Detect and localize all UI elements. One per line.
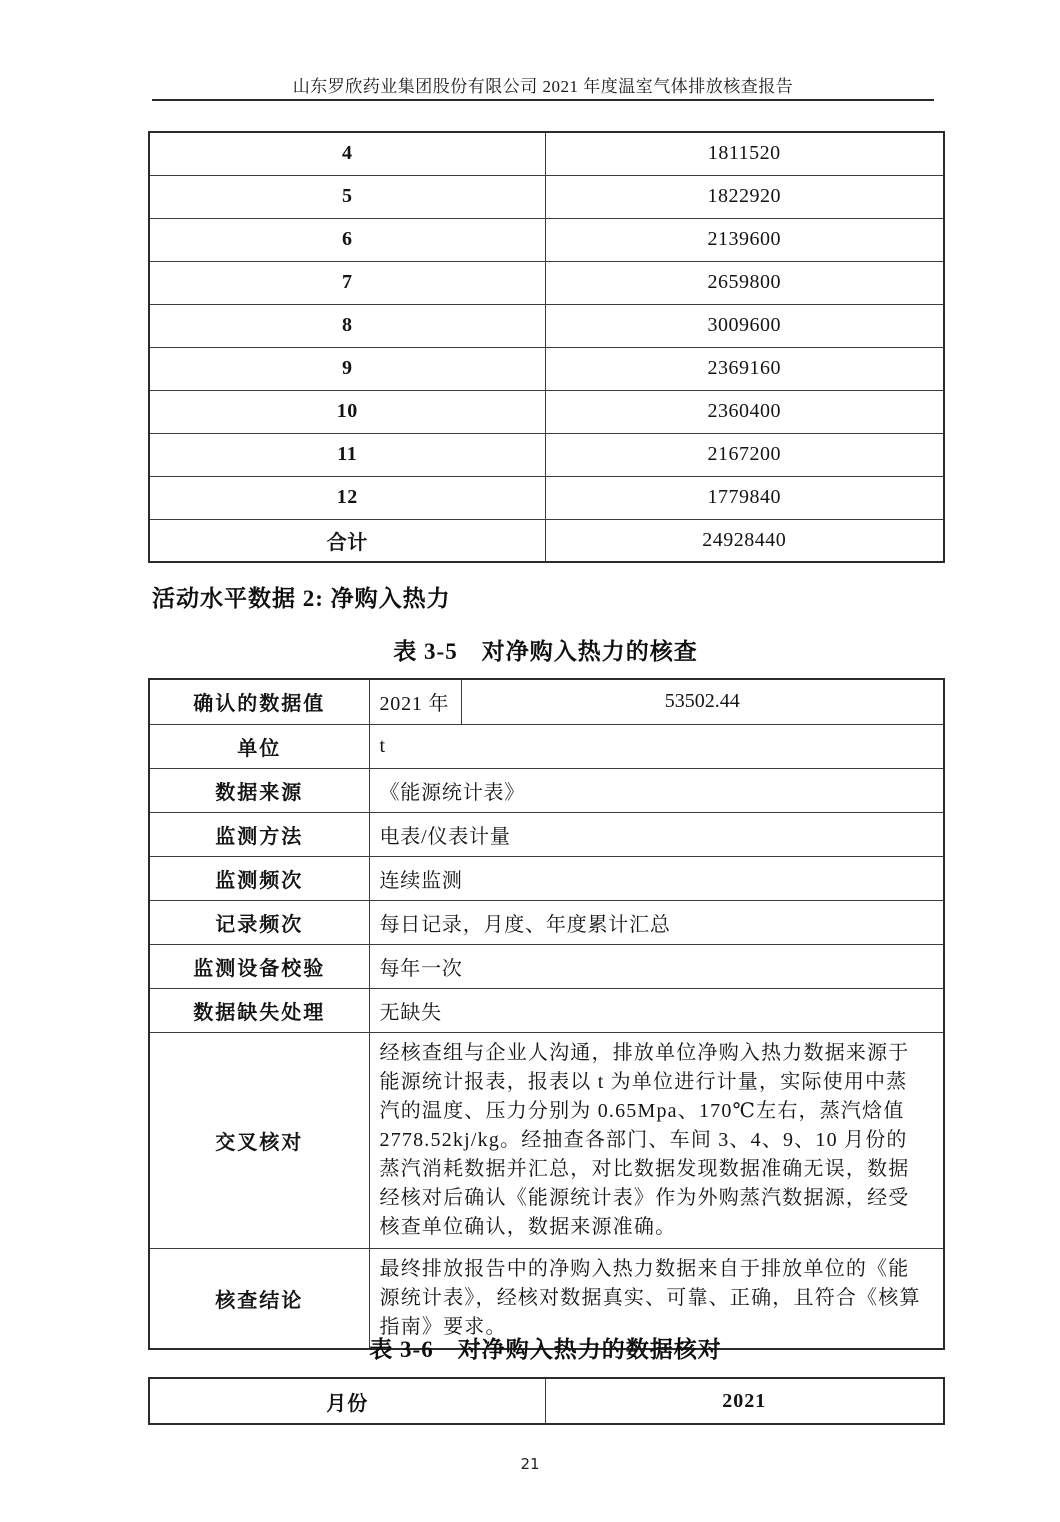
- month-cell: 9: [149, 347, 545, 390]
- table-row: [149, 433, 944, 476]
- table-row: [149, 218, 944, 261]
- field-label: 核查结论: [149, 1248, 369, 1349]
- value-cell: 1822920: [545, 175, 944, 218]
- year-cell: 2021 年: [369, 679, 461, 724]
- table-row: [149, 476, 944, 519]
- value-cell: 2167200: [545, 433, 944, 476]
- month-cell: 6: [149, 218, 545, 261]
- month-cell: 8: [149, 304, 545, 347]
- month-cell: 4: [149, 132, 545, 175]
- value-cell: 3009600: [545, 304, 944, 347]
- value-cell: 2360400: [545, 390, 944, 433]
- value-cell: 2369160: [545, 347, 944, 390]
- year-column-header: 2021: [545, 1378, 944, 1424]
- page-number: 21: [520, 1455, 540, 1473]
- table-row: [149, 812, 944, 856]
- table-row: [149, 347, 944, 390]
- field-label: 交叉核对: [149, 1032, 369, 1248]
- cross-check-text: 经核查组与企业人沟通，排放单位净购入热力数据来源于能源统计报表，报表以 t 为单位进行计量，实际使用中蒸汽的温度、压力分别为 0.65Mpa、170℃左右，蒸汽焓值2778.52kj/kg。经抽查各部门、车间 3、4、9、10 月份的蒸汽消耗数据并汇总，对比数据发现数据准确无误，数据经核对后确认《能源统计表》作为外购蒸汽数据源，经受核查单位确认，数据来源准确。: [369, 1032, 944, 1248]
- field-label: 确认的数据值: [149, 679, 369, 724]
- cross-check-row: [149, 1032, 944, 1248]
- field-value: 《能源统计表》: [369, 768, 944, 812]
- heat-verification-table: [148, 678, 945, 1350]
- table-row: [149, 261, 944, 304]
- month-cell: 11: [149, 433, 545, 476]
- table-row: [149, 856, 944, 900]
- month-cell: 12: [149, 476, 545, 519]
- field-label: 数据来源: [149, 768, 369, 812]
- conclusion-text: 最终排放报告中的净购入热力数据来自于排放单位的《能源统计表》，经核对数据真实、可靠、正确，且符合《核算指南》要求。: [369, 1248, 944, 1349]
- table-header-row: [149, 1378, 944, 1424]
- value-cell: 1811520: [545, 132, 944, 175]
- table-row: [149, 944, 944, 988]
- field-label: 数据缺失处理: [149, 988, 369, 1032]
- table-3-6-title: 表 3-6 对净购入热力的数据核对: [369, 1337, 722, 1362]
- table-row: [149, 304, 944, 347]
- report-header-title: 山东罗欣药业集团股份有限公司 2021 年度温室气体排放核查报告: [292, 77, 794, 96]
- table-total-row: [149, 519, 944, 562]
- confirmed-value-cell: 53502.44: [461, 679, 944, 724]
- table-3-5-title: 表 3-5 对净购入热力的核查: [393, 639, 698, 664]
- field-label: 单位: [149, 724, 369, 768]
- field-value: t: [369, 724, 944, 768]
- value-cell: 2139600: [545, 218, 944, 261]
- field-label: 记录频次: [149, 900, 369, 944]
- field-label: 监测方法: [149, 812, 369, 856]
- header-divider: [152, 99, 934, 101]
- month-cell: 5: [149, 175, 545, 218]
- section-heading: 活动水平数据 2: 净购入热力: [152, 586, 451, 611]
- total-value-cell: 24928440: [545, 519, 944, 562]
- value-cell: 1779840: [545, 476, 944, 519]
- table-row: [149, 132, 944, 175]
- table-row: [149, 390, 944, 433]
- monthly-heat-data-table: [148, 131, 945, 563]
- table-row: [149, 679, 944, 724]
- field-value: 无缺失: [369, 988, 944, 1032]
- field-label: 监测设备校验: [149, 944, 369, 988]
- field-label: 监测频次: [149, 856, 369, 900]
- month-cell: 7: [149, 261, 545, 304]
- table-row: [149, 175, 944, 218]
- field-value: 每年一次: [369, 944, 944, 988]
- field-value: 每日记录，月度、年度累计汇总: [369, 900, 944, 944]
- table-row: [149, 768, 944, 812]
- field-value: 电表/仪表计量: [369, 812, 944, 856]
- table-row: [149, 724, 944, 768]
- field-value: 连续监测: [369, 856, 944, 900]
- total-label-cell: 合计: [149, 519, 545, 562]
- month-column-header: 月份: [149, 1378, 545, 1424]
- table-row: [149, 900, 944, 944]
- heat-data-check-table: [148, 1377, 945, 1425]
- table-row: [149, 988, 944, 1032]
- month-cell: 10: [149, 390, 545, 433]
- value-cell: 2659800: [545, 261, 944, 304]
